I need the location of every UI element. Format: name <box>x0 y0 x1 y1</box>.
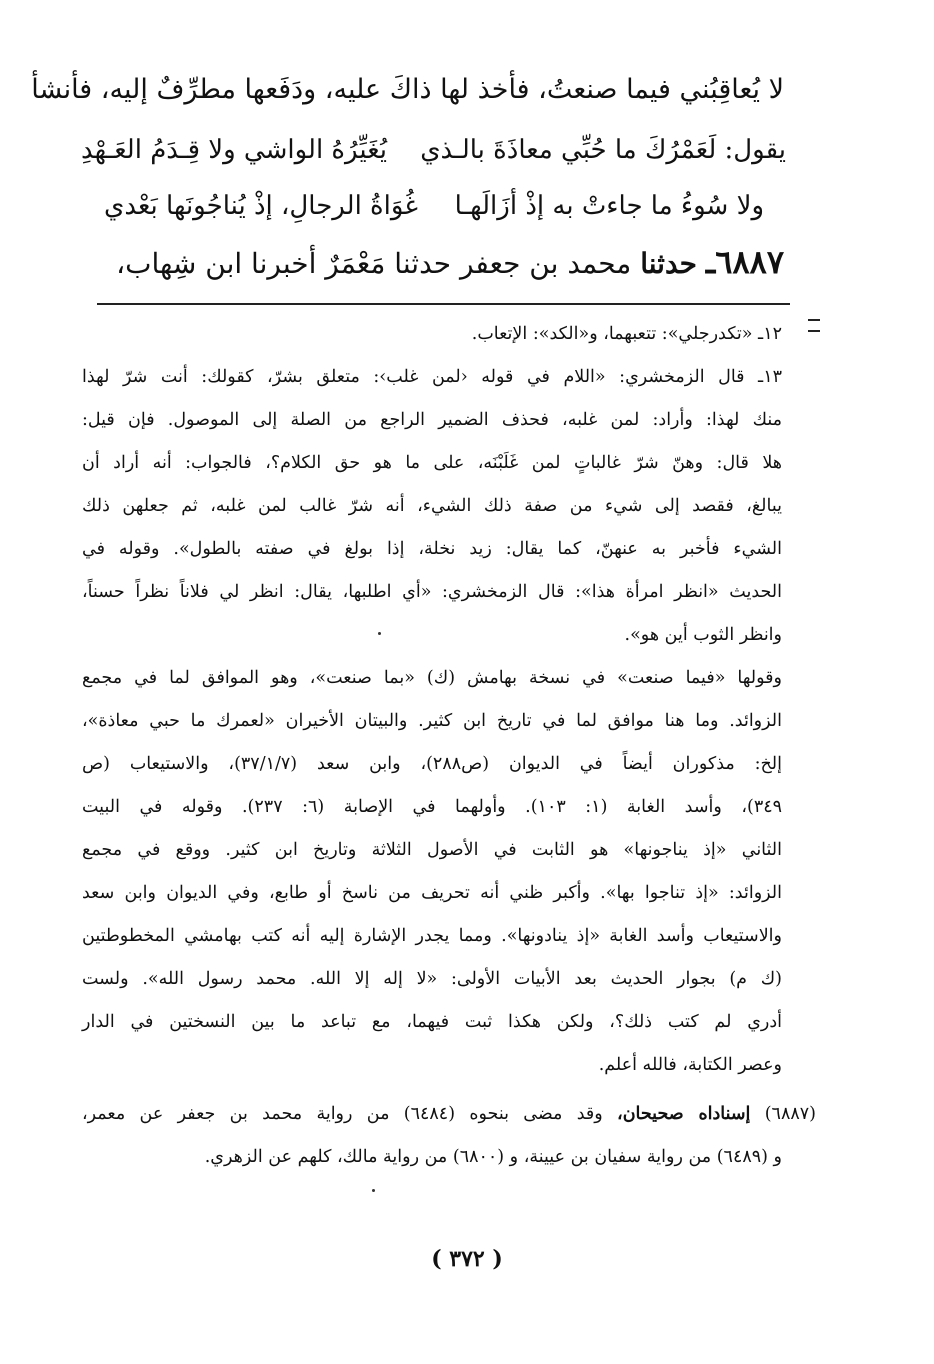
footnote-line: الثاني «إذ يناجونها» هو الثابت في الأصول الثلاثة وتاريخ ابن كثير. ووقع في مجمع <box>82 840 782 860</box>
main-text-line-1: لا يُعاقِبُني فيما صنعتُ، فأخذ لها ذاكَ عليه، ودَفَعها مطرِّفٌ إليه، فأنشأ <box>31 74 784 105</box>
hadith-6887-opening <box>84 240 784 286</box>
footnote-line: الزوائد. وما هنا موافق لما في تاريخ ابن كثير. والبيتان الأخيران «لعمرك ما حبي معاذة»، <box>82 711 782 731</box>
hadith-number: ٦٨٨٧ <box>715 243 784 281</box>
footnote-line: ١٢ـ «تكدرجلي»: تتعبهما، و«الكد»: الإتعاب. <box>471 324 782 344</box>
footnote-6887-line-1 <box>82 1097 816 1131</box>
hadith-isnad-text: محمد بن جعفر حدثنا مَعْمَرٌ أخبرنا ابن شِهاب، <box>116 247 632 280</box>
footnote-line: يبالغ، فقصد إلى شيء من صفة ذلك الشيء، أنه شرّ غالب لمن غلبه، ثم جعلهن ذلك <box>82 496 782 516</box>
footnote-line: إلخ: مذكوران أيضاً في الديوان (ص٢٨٨)، وابن سعد (٣٧/١/٧)، والاستيعاب (ص <box>82 754 782 774</box>
verse-1-first-hemistich: يقول: لَعَمْرُكَ ما حُبِّي معاذَةَ بالـذي <box>420 135 786 165</box>
footnote-line: الحديث «انظر امرأة هذا»: قال الزمخشري: «أي اطلبها، يقال: انظر لي فلاناً نظراً حسناً، <box>82 582 782 602</box>
equals-mark <box>808 319 820 332</box>
footnote-separator <box>97 303 790 305</box>
footnote-line: ١٣ـ قال الزمخشري: «اللام في قوله ‹لمن غلب›: متعلق بشرّ، كقولك: أنت شرّ لهذا <box>82 367 782 387</box>
footnote-6887-number: (٦٨٨٧) <box>764 1104 816 1124</box>
footnote-line: والاستيعاب وأسد الغابة «إذ ينادونها». ومما يجدر الإشارة إليه أنه كتب بهامشي المخطوطتين <box>82 926 782 946</box>
footnote-line: وقولها «فيما صنعت» في نسخة بهامش (ك) «بما صنعت»، وهو الموافق لما في مجمع <box>82 668 782 688</box>
verse-2-second-hemistich: غُوَاةُ الرجالِ، إذْ يُناجُونَها بَعْدي <box>104 191 418 221</box>
footnote-line: وعصر الكتابة، فالله أعلم. <box>598 1055 782 1075</box>
footnote-line: (ك م) بجوار الحديث بعد الأبيات الأولى: «لا إله إلا الله. محمد رسول الله». ولست <box>82 969 782 989</box>
footnote-line: منك لهذا: وأراد: لمن غلبه، فحذف الضمير الراجع من الصلة إلى الموصول. فإن قيل: <box>82 410 782 430</box>
page-number: ( ٣٧٢ ) <box>431 1246 503 1272</box>
footnote-line: أدري لم كتب ذلك؟، ولكن هكذا ثبت فيهما، مع تباعد ما بين النسختين في الدار <box>82 1012 782 1032</box>
footnote-line: هلا قال: وهنّ شرّ غالباتٍ لمن غَلَبْنَه، على ما هو حق الكلام؟، فالجواب: أنه أراد أن <box>82 453 782 473</box>
verse-2-first-hemistich: ولا سُوءُ ما جاءتْ به إذْ أزَالَهـا <box>454 191 764 221</box>
verse-1-second-hemistich: يُغَيِّرُهُ الواشي ولا قِـدَمُ العَـهْدِ <box>81 135 388 165</box>
scan-speck <box>372 1189 375 1192</box>
hadith-dash: ـ <box>705 243 716 281</box>
footnote-line: الشيء فأخبر به عنهنّ، كما يقال: زيد نخلة، إذا بولغ في صفته بالطول». وقوله في <box>82 539 782 559</box>
footnote-6887-line-2: و (٦٤٨٩) من رواية سفيان بن عيينة، و (٦٨٠٠) من رواية مالك، كلهم عن الزهري. <box>204 1147 782 1167</box>
footnote-line: ٣٤٩)، وأسد الغابة (١: ١٠٣). وأولهما في الإصابة (٦: ٢٣٧). وقوله في البيت <box>82 797 783 817</box>
footnote-6887-text: وقد مضى بنحوه (٦٤٨٤) من رواية محمد بن جعفر عن معمر، <box>82 1104 603 1124</box>
footnote-6887-verdict: إسناداه صحيحان، <box>617 1104 751 1124</box>
footnote-line: وانظر الثوب أين هو». <box>624 625 782 645</box>
hadith-haddathana: حدثنا <box>640 247 697 280</box>
scan-speck <box>378 632 381 635</box>
footnote-line: الزوائد: «إذ تناجوا بها». وأكبر ظني أنه تحريف من ناسخ أو طابع، وفي الديوان وابن سعد <box>82 883 782 903</box>
